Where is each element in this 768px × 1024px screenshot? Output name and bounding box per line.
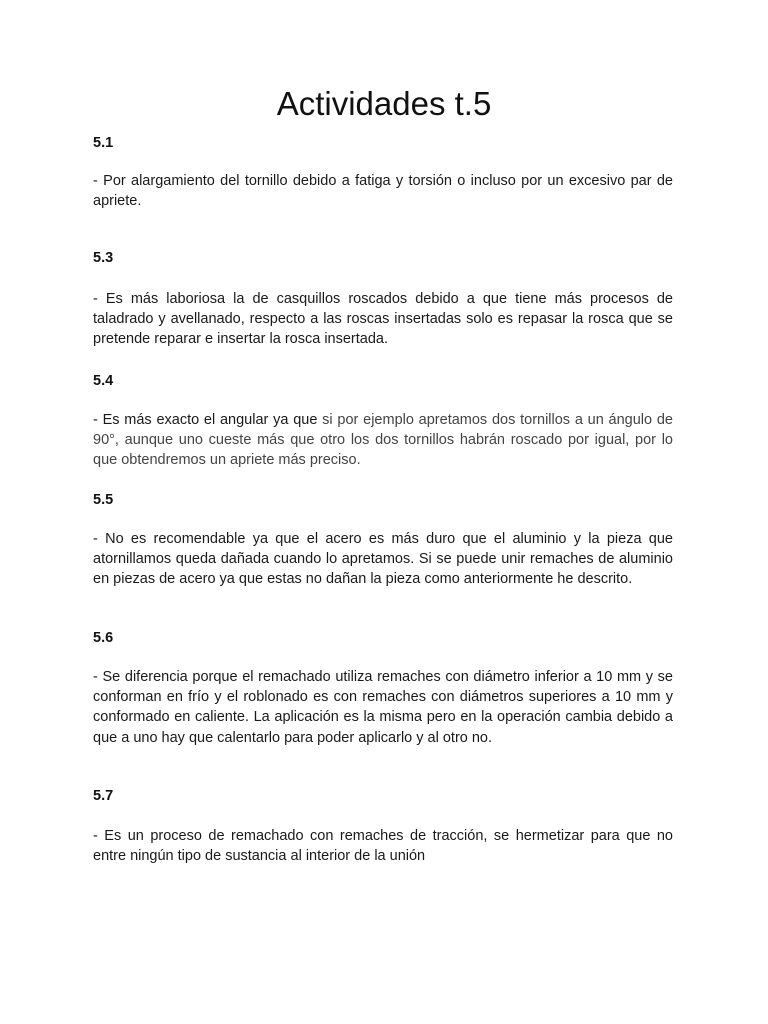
page-title: Actividades t.5 [276,85,492,122]
section-heading-5-6: 5.6 [93,630,114,646]
section-heading-5-4: 5.4 [93,373,114,389]
answer-5-4 [93,410,673,471]
section-heading-5-5: 5.5 [93,492,114,508]
section-heading-5-3: 5.3 [93,250,114,266]
answer-5-4-part2: si por ejemplo apretamos dos tornillos a un ángulo de 90°, aunque uno cueste más que otro los dos tornillos habrán roscado por igual, por lo que obtendremos un apriete más preciso. [93,412,673,469]
answer-5-4-part1: - Es más exacto el angular ya que [93,412,318,428]
answer-5-1: - Por alargamiento del tornillo debido a fatiga y torsión o incluso por un excesivo par de apriete. [93,173,673,210]
section-heading-5-1: 5.1 [93,135,114,151]
answer-5-3: - Es más laboriosa la de casquillos roscados debido a que tiene más procesos de taladrado y avellanado, respecto a las roscas insertadas solo es repasar la rosca que se pretende reparar e insertar la rosca insertada. [93,291,673,348]
answer-5-5: - No es recomendable ya que el acero es más duro que el aluminio y la pieza que atornillamos queda dañada cuando lo apretamos. Si se puede unir remaches de aluminio en piezas de acero ya que estas no dañan la pieza como anteriormente he descrito. [93,531,673,588]
answer-5-6: - Se diferencia porque el remachado utiliza remaches con diámetro inferior a 10 mm y se conforman en frío y el roblonado es con remaches con diámetros superiores a 10 mm y conformado en caliente. La aplicación es la misma pero en la operación cambia debido a que a uno hay que calentarlo para poder aplicarlo y al otro no. [93,669,673,746]
answer-5-7: - Es un proceso de remachado con remaches de tracción, se hermetizar para que no entre ningún tipo de sustancia al interior de la unión [93,828,673,865]
section-heading-5-7: 5.7 [93,788,114,804]
